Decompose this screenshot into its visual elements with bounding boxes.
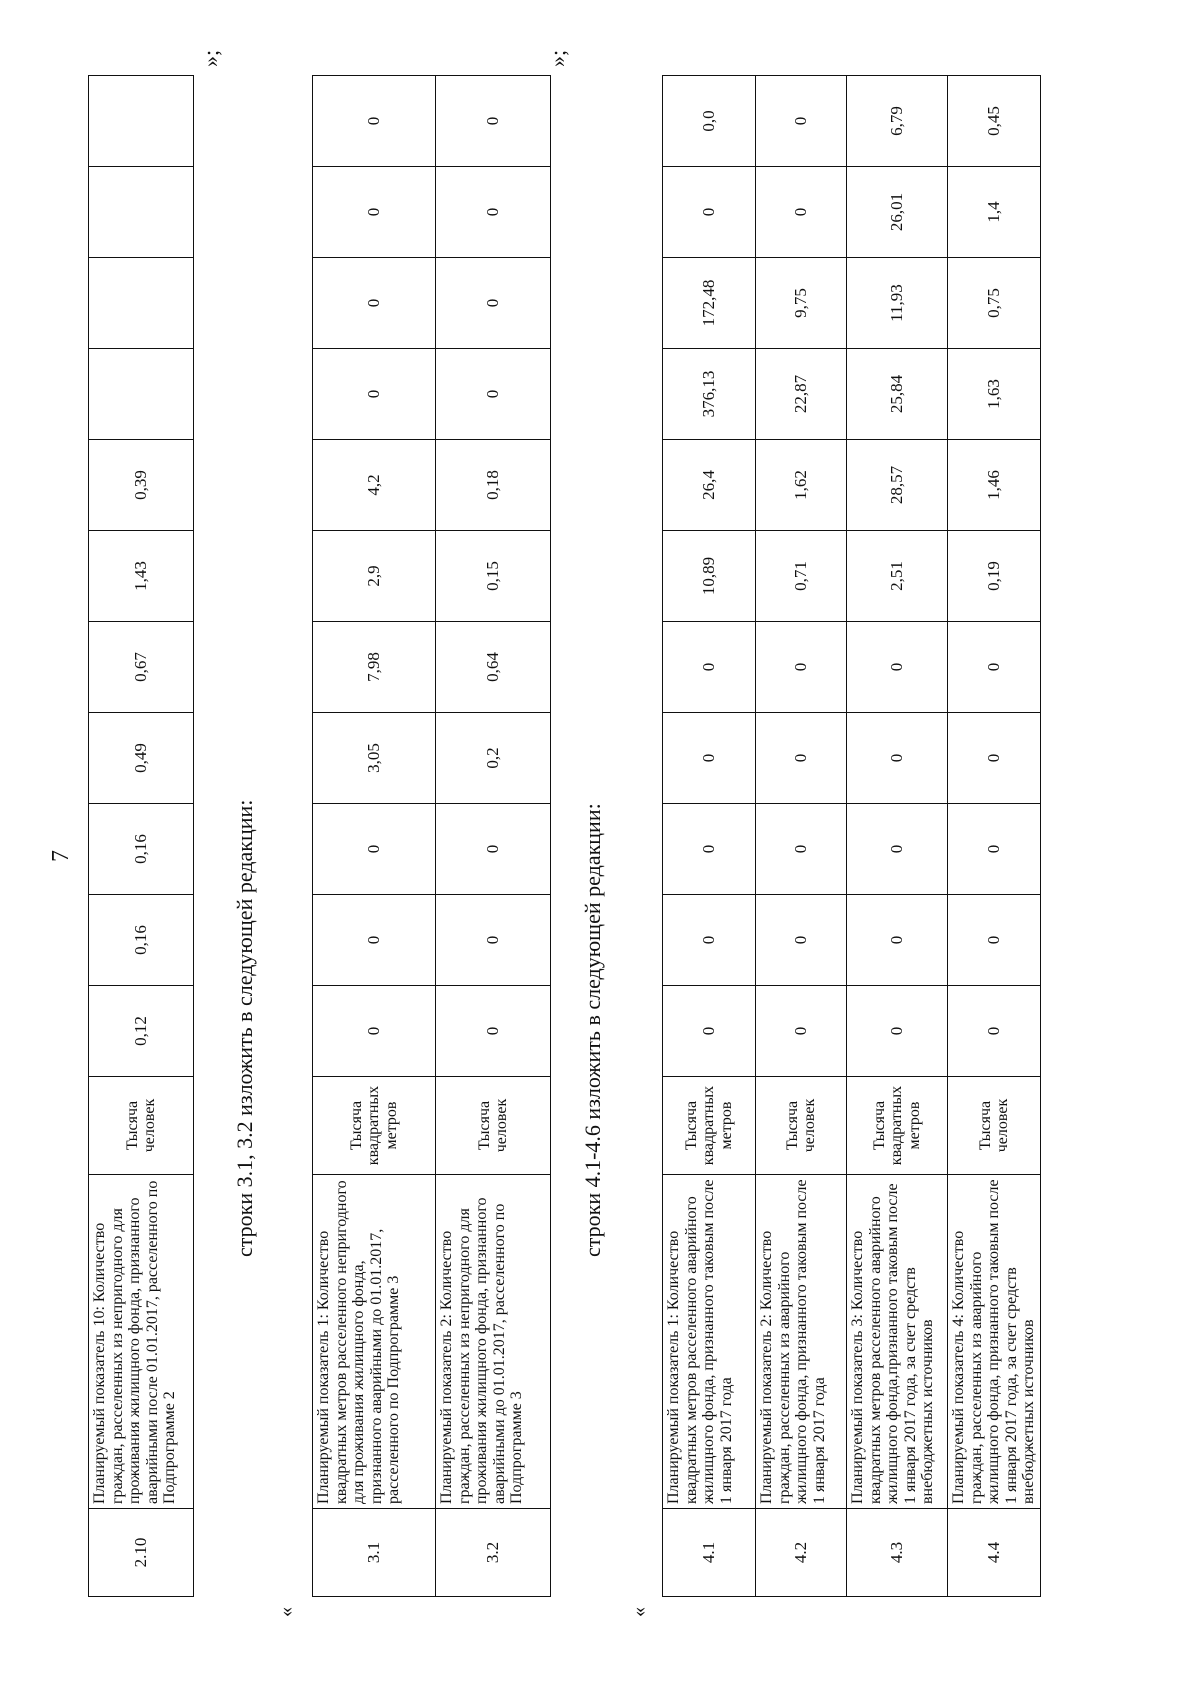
row-number: 3.2	[436, 1509, 551, 1597]
value-cell: 4,2	[313, 440, 436, 531]
unit-cell: Тысяча человек	[89, 1077, 194, 1175]
value-cell: 0	[756, 986, 847, 1077]
value-cell: 0	[313, 986, 436, 1077]
indicator-description: Планируемый показатель 4: Количество граждан, расселенных из аварийного жилищного фонда, признанного таковым после 1 января 2017 года, за счет средств внебюджетных источников	[948, 1175, 1041, 1509]
table-indicators-4	[662, 75, 1041, 1597]
value-cell: 376,13	[663, 349, 756, 440]
value-cell: 26,01	[847, 167, 948, 258]
table-row	[948, 76, 1041, 1597]
value-cell: 0	[313, 76, 436, 167]
value-cell: 25,84	[847, 349, 948, 440]
value-cell: 0	[847, 804, 948, 895]
value-cell: 0	[948, 622, 1041, 713]
value-cell: 0	[756, 895, 847, 986]
value-cell: 0	[663, 622, 756, 713]
value-cell: 9,75	[756, 258, 847, 349]
opening-quote: «	[628, 1607, 650, 1617]
value-cell: 0	[756, 713, 847, 804]
unit-cell: Тысяча квадратных метров	[847, 1077, 948, 1175]
value-cell: 0,49	[89, 713, 194, 804]
row-number: 4.4	[948, 1509, 1041, 1597]
value-cell: 0,64	[436, 622, 551, 713]
value-cell: 0	[756, 622, 847, 713]
value-cell: 0	[436, 895, 551, 986]
value-cell: 0,45	[948, 76, 1041, 167]
value-cell: 1,62	[756, 440, 847, 531]
indicator-description: Планируемый показатель 3: Количество квадратных метров расселенного аварийного жилищного фонда,признанного таковым после 1 января 2017 года, за счет средств внебюджетных источников	[847, 1175, 948, 1509]
value-cell: 0	[847, 986, 948, 1077]
unit-cell: Тысяча квадратных метров	[313, 1077, 436, 1175]
value-cell: 0	[313, 895, 436, 986]
value-cell	[89, 258, 194, 349]
value-cell: 0	[948, 713, 1041, 804]
value-cell: 0	[313, 167, 436, 258]
value-cell: 0,18	[436, 440, 551, 531]
value-cell: 6,79	[847, 76, 948, 167]
value-cell: 0,0	[663, 76, 756, 167]
value-cell: 28,57	[847, 440, 948, 531]
table-indicators-2	[88, 75, 194, 1597]
closing-quote: »;	[545, 49, 570, 67]
value-cell: 26,4	[663, 440, 756, 531]
unit-cell: Тысяча человек	[436, 1077, 551, 1175]
value-cell	[89, 167, 194, 258]
row-number: 3.1	[313, 1509, 436, 1597]
value-cell: 0	[436, 804, 551, 895]
value-cell: 0,15	[436, 531, 551, 622]
value-cell: 1,4	[948, 167, 1041, 258]
indicator-description: Планируемый показатель 10: Количество граждан, расселенных из непригодного для проживания жилищного фонда, признанного аварийными после 01.01.2017, расселенного по Подпрограмме 2	[89, 1175, 194, 1509]
value-cell: 0	[663, 804, 756, 895]
value-cell: 10,89	[663, 531, 756, 622]
unit-cell: Тысяча квадратных метров	[663, 1077, 756, 1175]
value-cell: 11,93	[847, 258, 948, 349]
value-cell: 3,05	[313, 713, 436, 804]
table-row	[436, 76, 551, 1597]
value-cell: 2,9	[313, 531, 436, 622]
value-cell: 0	[436, 76, 551, 167]
section-intro: строки 3.1, 3.2 изложить в следующей редакции:	[232, 799, 257, 1257]
value-cell: 0	[847, 622, 948, 713]
value-cell: 0,67	[89, 622, 194, 713]
row-number: 4.1	[663, 1509, 756, 1597]
row-number: 2.10	[89, 1509, 194, 1597]
row-number: 4.3	[847, 1509, 948, 1597]
indicator-description: Планируемый показатель 1: Количество квадратных метров расселенного непригодного для проживания жилищного фонда, признанного аварийными до 01.01.2017, расселенного по Подпрограмме 3	[313, 1175, 436, 1509]
value-cell: 0	[948, 895, 1041, 986]
value-cell: 0,16	[89, 895, 194, 986]
value-cell: 0	[663, 895, 756, 986]
value-cell: 0	[756, 804, 847, 895]
unit-cell: Тысяча человек	[948, 1077, 1041, 1175]
value-cell: 0	[313, 258, 436, 349]
value-cell: 0	[436, 349, 551, 440]
table-row	[313, 76, 436, 1597]
table-row	[663, 76, 756, 1597]
value-cell: 0	[948, 804, 1041, 895]
value-cell: 0	[436, 167, 551, 258]
opening-quote: «	[275, 1607, 297, 1617]
table-indicators-3	[312, 75, 551, 1597]
table-row	[847, 76, 948, 1597]
value-cell	[89, 76, 194, 167]
value-cell: 2,51	[847, 531, 948, 622]
section-intro: строки 4.1-4.6 изложить в следующей редакции:	[580, 803, 605, 1257]
value-cell: 0,75	[948, 258, 1041, 349]
closing-quote: »;	[198, 49, 223, 67]
value-cell: 0	[313, 349, 436, 440]
value-cell: 0	[847, 713, 948, 804]
value-cell: 22,87	[756, 349, 847, 440]
value-cell: 0	[948, 986, 1041, 1077]
value-cell: 0	[847, 895, 948, 986]
unit-cell: Тысяча человек	[756, 1077, 847, 1175]
value-cell: 0	[756, 167, 847, 258]
value-cell: 0,16	[89, 804, 194, 895]
value-cell: 1,46	[948, 440, 1041, 531]
value-cell: 0	[313, 804, 436, 895]
value-cell: 0	[756, 76, 847, 167]
value-cell: 7,98	[313, 622, 436, 713]
value-cell: 1,43	[89, 531, 194, 622]
value-cell: 0,71	[756, 531, 847, 622]
value-cell: 0	[663, 167, 756, 258]
page-number: 7	[48, 850, 74, 862]
table-row	[756, 76, 847, 1597]
row-number: 4.2	[756, 1509, 847, 1597]
value-cell: 172,48	[663, 258, 756, 349]
value-cell: 0,12	[89, 986, 194, 1077]
value-cell: 0,19	[948, 531, 1041, 622]
value-cell	[89, 349, 194, 440]
value-cell: 0,39	[89, 440, 194, 531]
value-cell: 0	[436, 258, 551, 349]
value-cell: 0	[436, 986, 551, 1077]
value-cell: 1,63	[948, 349, 1041, 440]
value-cell: 0,2	[436, 713, 551, 804]
table-row	[89, 76, 194, 1597]
indicator-description: Планируемый показатель 2: Количество граждан, расселенных из аварийного жилищного фонда, признанного таковым после 1 января 2017 года	[756, 1175, 847, 1509]
indicator-description: Планируемый показатель 1: Количество квадратных метров расселенного аварийного жилищного фонда, признанного таковым после 1 января 2017 года	[663, 1175, 756, 1509]
value-cell: 0	[663, 986, 756, 1077]
value-cell: 0	[663, 713, 756, 804]
indicator-description: Планируемый показатель 2: Количество граждан, расселенных из непригодного для проживания жилищного фонда, признанного аварийными до 01.01.2017, расселенного по Подпрограмме 3	[436, 1175, 551, 1509]
